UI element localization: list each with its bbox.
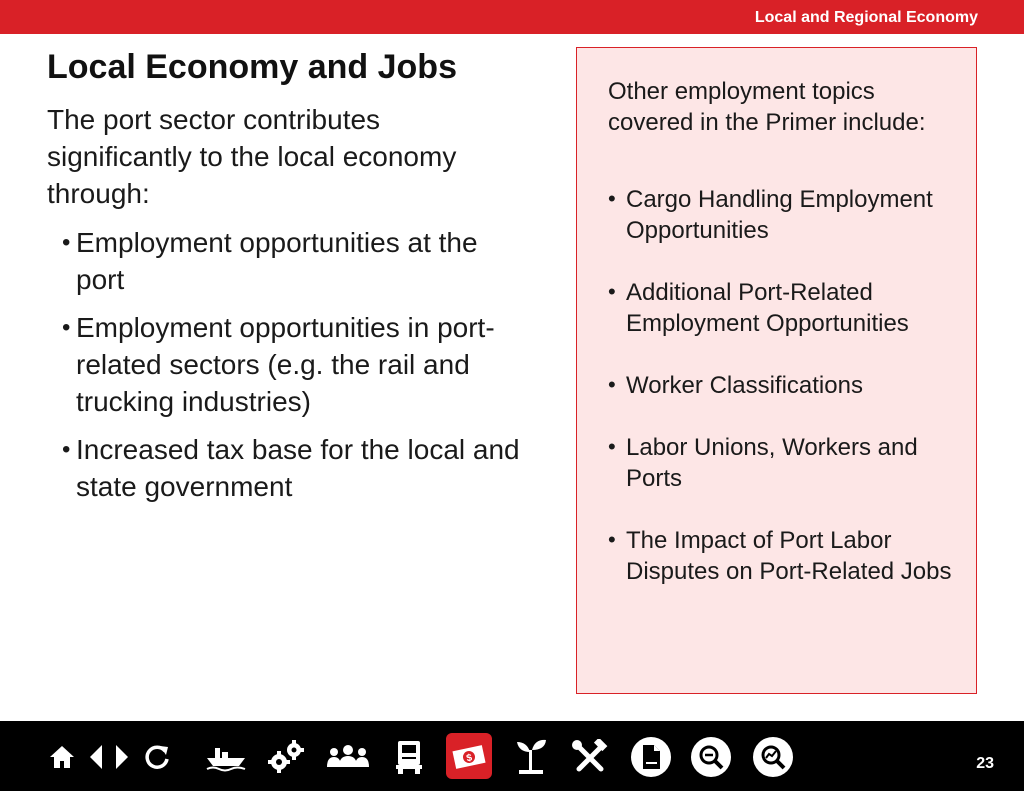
- topic-item: [608, 184, 958, 246]
- topic-label: Labor Unions, Workers and Ports: [626, 434, 918, 492]
- plant-icon[interactable]: [512, 738, 550, 776]
- refresh-icon[interactable]: [142, 738, 172, 776]
- money-icon[interactable]: [449, 738, 489, 776]
- svg-text:$: $: [465, 752, 474, 765]
- document-icon[interactable]: [630, 738, 672, 776]
- truck-icon[interactable]: [392, 738, 426, 776]
- list-item: [62, 431, 532, 505]
- list-item-label: Employment opportunities in port-related sectors (e.g. the rail and trucking industries): [76, 312, 495, 417]
- list-item: [62, 224, 532, 298]
- topics-list: [608, 184, 958, 618]
- forward-arrow-icon[interactable]: [114, 738, 130, 776]
- people-icon[interactable]: [326, 738, 370, 776]
- bullet-icon: •: [608, 527, 616, 552]
- topic-label: Worker Classifications: [626, 372, 863, 399]
- bullet-icon: •: [62, 314, 71, 341]
- topic-item: [608, 525, 958, 587]
- topic-item: [608, 432, 958, 494]
- benefits-list: [62, 224, 532, 516]
- page-number: 23: [976, 755, 994, 772]
- bullet-icon: •: [62, 436, 71, 463]
- boat-icon[interactable]: [204, 738, 248, 776]
- topic-item: [608, 277, 958, 339]
- home-icon[interactable]: [48, 738, 76, 776]
- section-title: Local and Regional Economy: [754, 9, 978, 26]
- tools-icon[interactable]: [570, 738, 610, 776]
- topic-label: Additional Port-Related Employment Opportunities: [626, 279, 909, 337]
- back-arrow-icon[interactable]: [88, 738, 104, 776]
- topic-label: Cargo Handling Employment Opportunities: [626, 186, 933, 244]
- box-intro: Other employment topics covered in the Primer include:: [608, 78, 926, 136]
- list-item-label: Increased tax base for the local and state government: [76, 434, 520, 502]
- search-minus-icon[interactable]: [690, 738, 732, 776]
- bullet-icon: •: [62, 229, 71, 256]
- bullet-icon: •: [608, 186, 616, 211]
- search-chart-icon[interactable]: [752, 738, 794, 776]
- bullet-icon: •: [608, 372, 616, 397]
- page-title: Local Economy and Jobs: [47, 48, 457, 86]
- bullet-icon: •: [608, 279, 616, 304]
- gears-icon[interactable]: [266, 738, 306, 776]
- intro-text: The port sector contributes significantly to the local economy through:: [47, 104, 457, 209]
- related-topics-box: [576, 47, 977, 694]
- topic-label: The Impact of Port Labor Disputes on Port-Related Jobs: [626, 527, 952, 585]
- list-item: [62, 309, 532, 420]
- bullet-icon: •: [608, 434, 616, 459]
- list-item-label: Employment opportunities at the port: [76, 227, 478, 295]
- topic-item: [608, 370, 958, 401]
- header-bar: [0, 0, 1024, 34]
